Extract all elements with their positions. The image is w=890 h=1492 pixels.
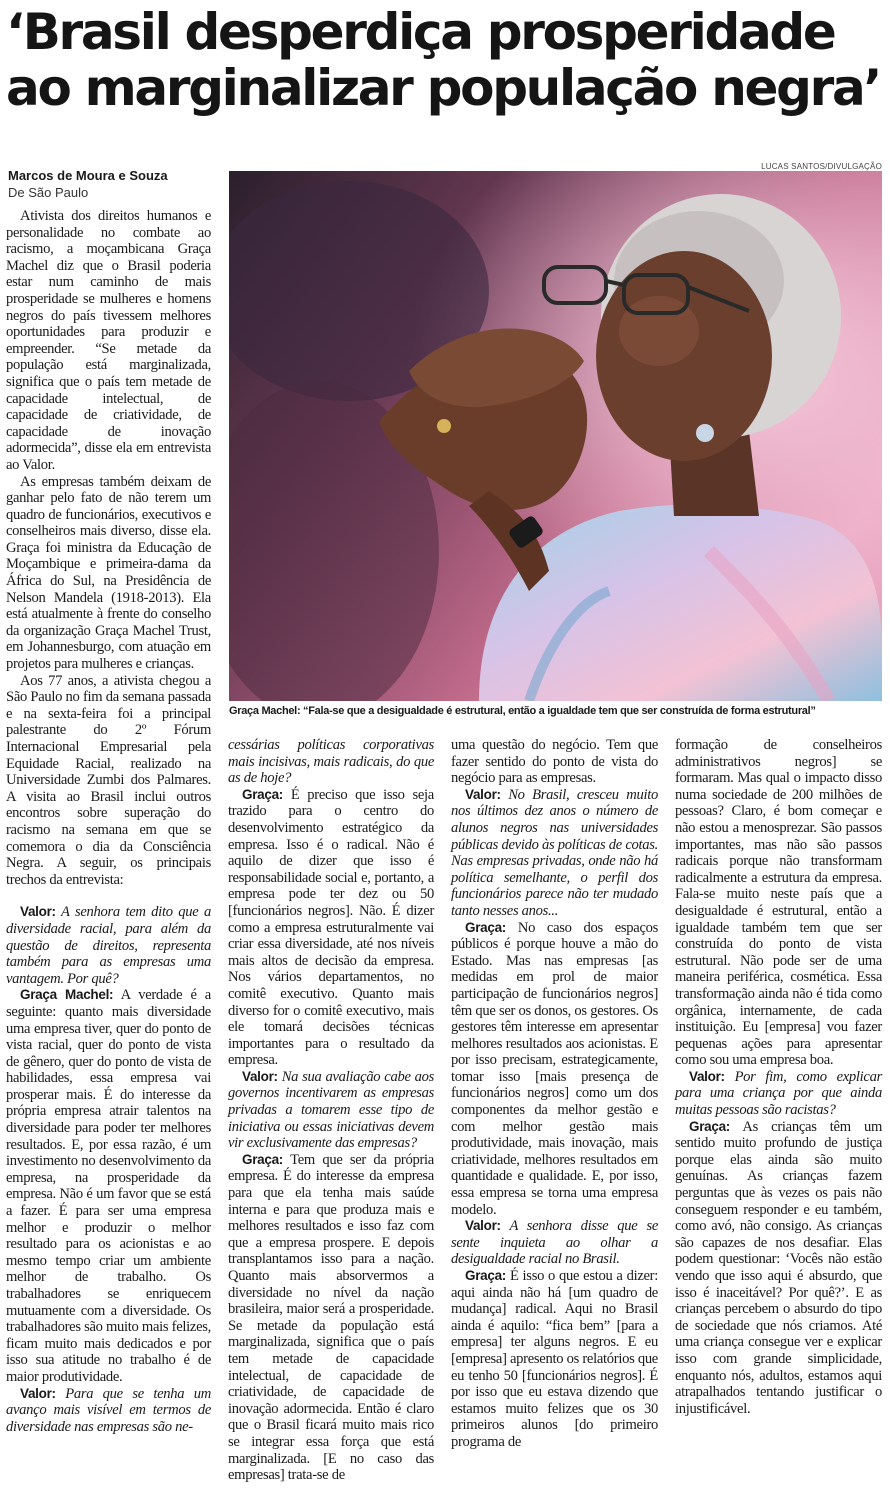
speaker-label: Graça: (465, 919, 506, 935)
interview-answer (228, 787, 434, 1069)
answer-text: É preciso que isso seja trazido para o centro do desenvolvimento estratégico da empresa. Isso é o radical. Não é aquilo de dizer que isso é responsabilidade social e, portanto, a empresa pode ter dez ou 50 [funcionários negros]. Não. É dizer como a empresa estruturalmente vai criar essa diversidade, até nos níveis mais altos de decisão da empresa. Nos vários departamentos, no comitê executivo. Quanto mais diverso for o comitê executivo, mais ele tomará decisões técnicas importantes para o resultado da empresa. (228, 786, 434, 1069)
speaker-label: Valor: (20, 1385, 56, 1401)
question-text: Por fim, como explicar para uma criança por que ainda muitas pessoas são racistas? (675, 1068, 882, 1119)
answer-text: É isso o que estou a dizer: aqui ainda não há [um quadro de mudança] radical. Aqui no Brasil ainda é aquilo: “fica bem” [para a empresa] ter alguns negros. E eu [empresa] apresento os relatórios que eu tenho 50 [funcionários negros]. É por isso que eu estava dizendo que estamos muito felizes que os 30 primeiros alunos [do primeiro programa de (451, 1268, 658, 1450)
question-continuation: cessárias políticas corporativas mais incisivas, mais radicais, do que as de hoje? (228, 737, 434, 787)
answer-text: A verdade é a seguinte: quanto mais diversidade uma empresa tiver, quer do ponto de vista racial, quer do ponto de vista de gênero, quer do ponto de vista de habilidades, essa empresa vai prosperar mais. É do interesse da própria empresa atrair talentos na diversidade para poder ter melhores resultados. E, por essa razão, é um investimento no desenvolvimento da empresa, na prosperidade da empresa. Não é um favor que se está a fazer. É para ser uma empresa melhor e produzir o melhor resultado para os acionistas e ao mesmo tempo criar um ambiente melhor de trabalho. Os trabalhadores se enriquecem mutuamente com a diversidade. Os trabalhadores são muito mais felizes, ficam muito mais dedicados e por isso sua atitude no trabalho é de maior produtividade. (6, 987, 211, 1385)
answer-text: Tem que ser da própria empresa. É do interesse da empresa para que ela tenha mais saúde interna e para que produza mais e melhores resultados e isso faz com que a empresa prospere. E depois transplantamos isso para a nação. Quanto mais absorvermos a diversidade no nível da nação brasileira, maior será a prosperidade. Se metade da população está marginalizada, significa que o país tem metade de capacidade intelectual, de capacidade de criatividade, de capacidade de inovação adormecida. Então é claro que o Brasil ficará muito mais rico se integrar essa força que está marginalizada. [E no caso das empresas] trata-se de (228, 1151, 434, 1484)
body-paragraph: Ativista dos direitos humanos e personalidade no combate ao racismo, a moçambicana Graça Machel diz que o Brasil poderia estar num caminho de mais prosperidade se mulheres e homens negros do país tivessem melhores oportunidades para produzir e empreender. “Se metade da população está marginalizada, significa que o país tem metade de capacidade intelectual, de capacidade de criatividade, de capacidade de inovação adormecida”, disse ela em entrevista ao Valor. (6, 208, 211, 473)
speaker-label: Valor: (465, 786, 501, 802)
interview-question (228, 1069, 434, 1152)
interview-question (451, 787, 658, 920)
answer-continuation: formação de conselheiros administrativos negros] se formaram. Mas qual o impacto disso numa sociedade de 200 milhões de pessoas? Claro, é bom começar e não estou a menosprezar. São passos importantes, mas não são passos radicais porque não transformam radicalmente a estrutura da empresa. Fala-se muito neste país que a desigualdade é estrutural, então a igualdade também tem que ser construída do ponto de vista estrutural. Não pode ser de uma maneira periférica, cosmética. Essa transformação ainda não é tida como orgânica, internamente, de cada instituição. Eu [empresa] vou fazer pequenas ações para apresentar como sou uma empresa boa. (675, 737, 882, 1069)
headline-line-1: ‘Brasil desperdiça prosperidade (6, 3, 835, 61)
question-text: A senhora disse que se sente inquieta ao olhar a desigualdade racial no Brasil. (451, 1218, 658, 1268)
interview-question (675, 1069, 882, 1119)
question-text: Para que se tenha um avanço mais visível em termos de diversidade nas empresas são ne- (6, 1385, 211, 1435)
speaker-label: Graça: (465, 1268, 506, 1283)
body-paragraph: As empresas também deixam de ganhar pelo fato de não terem um quadro de funcionários, executivos e conselheiros mais diverso, disse ela. Graça foi ministra da Educação de Moçambique e primeira-dama da África do Sul, na Presidência de Nelson Mandela (1918-2013). Ela está atualmente à frente do conselho da organização Graça Machel Trust, em Johannesburgo, com atuação em projetos para mulheres e crianças. (6, 473, 211, 673)
speaker-label: Graça: (689, 1118, 730, 1134)
column-1 (6, 208, 211, 1435)
interview-answer (451, 920, 658, 1219)
interview-answer (6, 987, 211, 1385)
question-text: Na sua avaliação cabe aos governos incentivarem as empresas privadas a tomarem esse tipo de iniciativa ou essas iniciativas devem vir exclusivamente das empresas? (228, 1068, 434, 1152)
speaker-label: Valor: (465, 1218, 501, 1234)
interview-question (6, 904, 211, 987)
interview-answer (451, 1268, 658, 1451)
portrait-illustration (229, 171, 882, 701)
question-text: No Brasil, cresceu muito nos últimos dez anos o número de alunos negros nas universidades públicas devido às políticas de cotas. Nas empresas privadas, onde não há política semelhante, o perfil dos funcionários parece não ter mudado tanto nesses anos... (451, 786, 658, 919)
speaker-label: Graça: (242, 1151, 283, 1167)
column-2 (228, 737, 434, 1484)
question-text: A senhora tem dito que a diversidade racial, para além da questão de direitos, representa também para as empresas uma vantagem. Por quê? (6, 904, 211, 987)
interview-answer (228, 1152, 434, 1484)
answer-text: As crianças têm um sentido muito profundo de justiça porque elas ainda são muito genuínas. As crianças fazem perguntas que às vezes os pais não conseguem responder e eu também, como avó, não consigo. As crianças são capazes de nos desafiar. Elas podem questionar: ‘Vocês não estão vendo que isso aqui é absurdo, que isso é inaceitável? Por quê?’. E as crianças percebem o absurdo do tipo de sociedade que nós criamos. Até uma criança consegue ver e explicar isso com grande simplicidade, enquanto nós, adultos, estamos aqui atrapalhados tentando justificar o injustificável. (675, 1118, 882, 1417)
location-dateline: De São Paulo (8, 185, 89, 200)
photo-credit: LUCAS SANTOS/DIVULGAÇÃO (761, 162, 882, 171)
headline-line-2: ao marginalizar população negra’ (6, 59, 881, 117)
interview-question (451, 1218, 658, 1268)
author-byline: Marcos de Moura e Souza (8, 168, 168, 183)
headline (6, 4, 886, 116)
body-paragraph: Aos 77 anos, a ativista chegou a São Paulo no fim da semana passada e na sexta-feira foi a principal palestrante do 2º Fórum Internacional Empresarial pela Equidade Racial, realizado na Universidade Zumbi dos Palmares. A visita ao Brasil inclui outros encontros sobre superação do racismo na semana em que se comemora o dia da Consciência Negra. A seguir, os principais trechos da entrevista: (6, 672, 211, 888)
column-3 (451, 737, 658, 1451)
photo-caption: Graça Machel: “Fala-se que a desigualdade é estrutural, então a igualdade tem que ser construída de forma estrutural” (229, 705, 816, 717)
answer-text: No caso dos espaços públicos é porque houve a mão do Estado. Mas nas empresas [as medidas em prol de maior participação de funcionários negros] têm que ser os donos, os gestores. Os gestores têm interesse em apresentar melhores resultados aos acionistas. E por isso precisam, estrategicamente, tomar isso [mais presença de funcionários negros] como um dos componentes da melhor gestão e com melhor gestão mais produtividade, mais inovação, mais criatividade, melhores resultados em quantidade e qualidade. E, por isso, essa empresa se torna uma empresa modelo. (451, 919, 659, 1218)
answer-continuation: uma questão do negócio. Tem que fazer sentido do ponto de vista do negócio para as empresas. (451, 737, 658, 787)
speaker-label: Graça Machel: (20, 987, 114, 1003)
speaker-label: Valor: (20, 904, 56, 920)
interview-answer (675, 1119, 882, 1418)
speaker-label: Valor: (689, 1068, 725, 1084)
portrait-photo (229, 171, 882, 701)
speaker-label: Graça: (242, 786, 283, 802)
interview-question (6, 1386, 211, 1436)
speaker-label: Valor: (242, 1068, 278, 1084)
column-4 (675, 737, 882, 1417)
